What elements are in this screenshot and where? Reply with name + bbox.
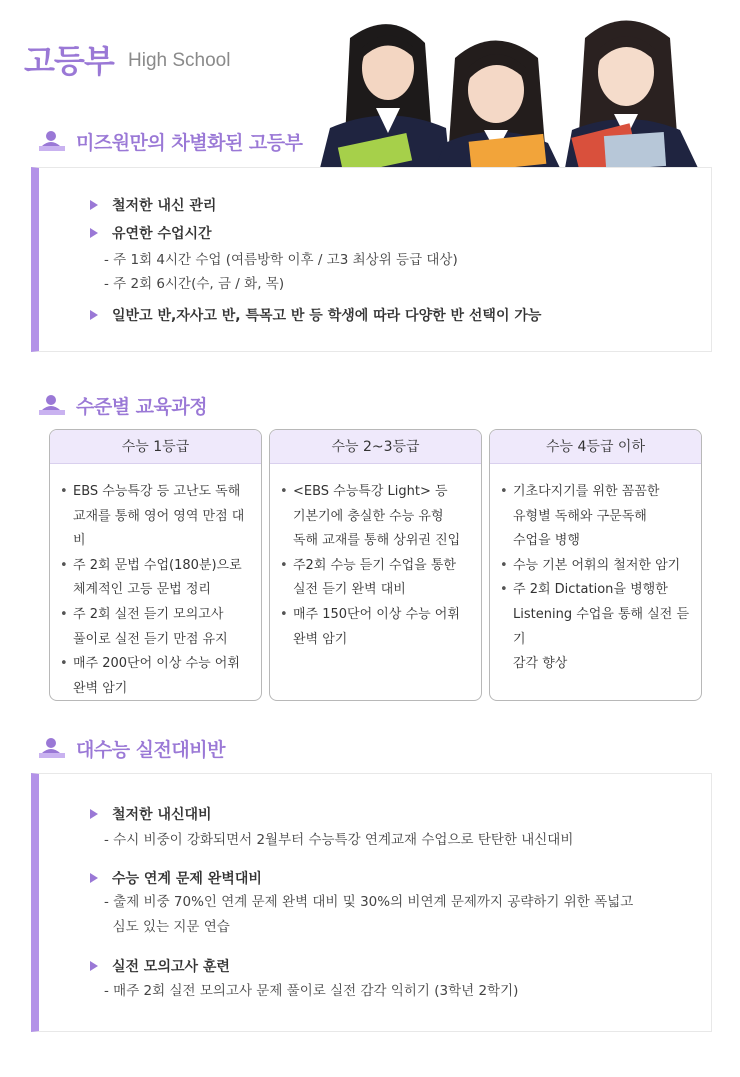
list-item: • 매주 150단어 이상 수능 어휘 완벽 암기 xyxy=(280,603,473,652)
section-heading-practice xyxy=(38,735,225,762)
students-photo xyxy=(320,18,710,168)
list-item: 수능 연계 문제 완벽대비 xyxy=(90,868,262,888)
student-desk-icon xyxy=(38,130,66,154)
card-header: 수능 2~3등급 xyxy=(270,430,481,464)
student-desk-icon xyxy=(38,394,66,418)
card-list xyxy=(270,464,481,652)
detail-text: 심도 있는 지문 연습 xyxy=(104,919,230,935)
list-item: 철저한 내신 관리 xyxy=(90,195,216,215)
section-heading-curriculum xyxy=(38,392,207,419)
detail-text: - 주 1회 4시간 수업 (여름방학 이후 / 고3 최상위 등급 대상) xyxy=(104,252,458,268)
list-item: • <EBS 수능특강 Light> 등 기본기에 충실한 수능 유형 독해 교재를 통해 상위권 진입 xyxy=(280,480,473,554)
list-item: • 주2회 수능 듣기 수업을 통한 실전 듣기 완벽 대비 xyxy=(280,554,473,603)
triangle-bullet-icon xyxy=(90,200,98,210)
list-item: 일반고 반,자사고 반, 특목고 반 등 학생에 따라 다양한 반 선택이 가능 xyxy=(90,305,541,325)
triangle-bullet-icon xyxy=(90,873,98,883)
page-subtitle: High School xyxy=(128,50,231,71)
list-item: • 주 2회 Dictation을 병행한 Listening 수업을 통해 실전 듣기 감각 향상 xyxy=(500,578,693,676)
section-title: 미즈원만의 차별화된 고등부 xyxy=(76,132,303,154)
list-item: 철저한 내신대비 xyxy=(90,804,212,824)
list-item: • 주 2회 문법 수업(180분)으로 체계적인 고등 문법 정리 xyxy=(60,554,253,603)
card-header: 수능 4등급 이하 xyxy=(490,430,701,464)
curriculum-card-grade2-3 xyxy=(269,429,482,701)
list-item: • 기초다지기를 위한 꼼꼼한 유형별 독해와 구문독해 수업을 병행 xyxy=(500,480,693,554)
list-item: • 수능 기본 어휘의 철저한 암기 xyxy=(500,554,693,579)
triangle-bullet-icon xyxy=(90,809,98,819)
card-list xyxy=(490,464,701,677)
triangle-bullet-icon xyxy=(90,228,98,238)
section-title: 수준별 교육과정 xyxy=(76,396,208,418)
list-item: • EBS 수능특강 등 고난도 독해 교재를 통해 영어 영역 만점 대비 xyxy=(60,480,253,554)
list-item: • 주 2회 실전 듣기 모의고사 풀이로 실전 듣기 만점 유지 xyxy=(60,603,253,652)
triangle-bullet-icon xyxy=(90,310,98,320)
list-item: 유연한 수업시간 xyxy=(90,223,212,243)
detail-text: - 매주 2회 실전 모의고사 문제 풀이로 실전 감각 익히기 (3학년 2학기) xyxy=(104,983,519,999)
student-middle xyxy=(435,41,560,169)
student-left xyxy=(320,24,450,168)
page-title: 고등부 xyxy=(24,42,114,80)
student-desk-icon xyxy=(38,737,66,761)
detail-text: - 주 2회 6시간(수, 금 / 화, 목) xyxy=(104,276,285,292)
curriculum-card-grade4-below xyxy=(489,429,702,701)
curriculum-card-grade1 xyxy=(49,429,262,701)
list-item: • 매주 200단어 이상 수능 어휘 완벽 암기 xyxy=(60,652,253,701)
list-item: 실전 모의고사 훈련 xyxy=(90,956,230,976)
detail-text: - 수시 비중이 강화되면서 2월부터 수능특강 연계교재 수업으로 탄탄한 내신대비 xyxy=(104,832,574,848)
section-title: 대수능 실전대비반 xyxy=(76,739,225,761)
section-heading-differentiation xyxy=(38,128,302,155)
card-header: 수능 1등급 xyxy=(50,430,261,464)
detail-text: - 출제 비중 70%인 연계 문제 완벽 대비 및 30%의 비연계 문제까지 공략하기 위한 폭넓고 xyxy=(104,894,634,910)
triangle-bullet-icon xyxy=(90,961,98,971)
student-right xyxy=(565,21,698,169)
card-list xyxy=(50,464,261,701)
